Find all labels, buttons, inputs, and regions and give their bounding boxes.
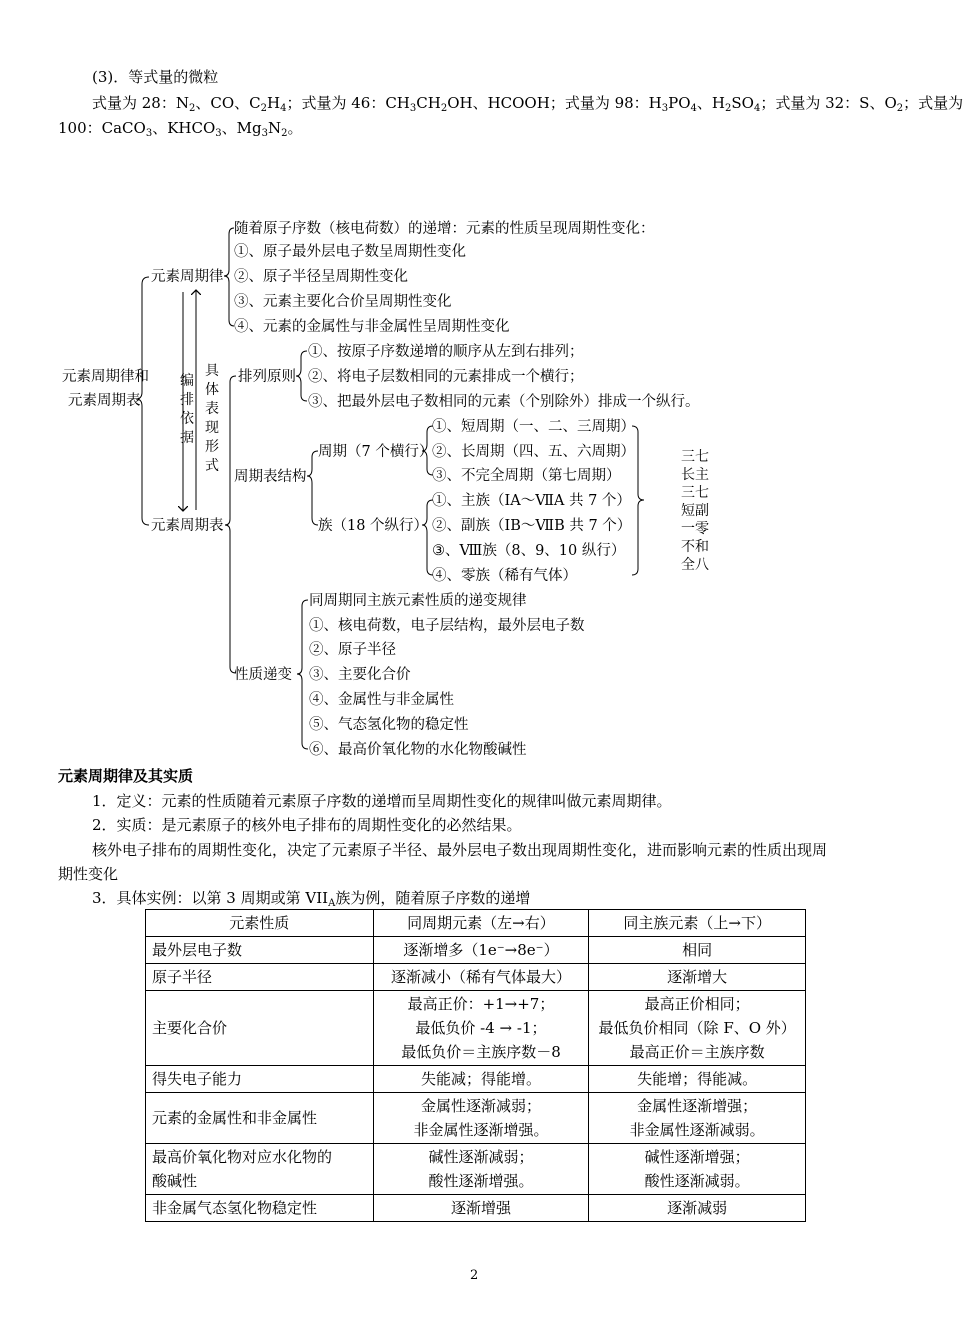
- table-header-row: [146, 910, 806, 937]
- mnemonic-line: 短副: [681, 503, 709, 519]
- mnemonic-line: 三七: [681, 485, 709, 501]
- group-cell: 金属性逐渐增强； 非金属性逐渐减弱。: [589, 1093, 806, 1144]
- paragraph-essence: 2．实质：是元素原子的核外电子排布的周期性变化的必然结果。: [92, 816, 522, 834]
- table-row: [146, 937, 806, 964]
- change-item: ⑤、气态氢化物的稳定性: [309, 717, 469, 733]
- formula-line-2: 100：CaCO$_3$、$KHCO_3$、$Mg_3N_2$。: [58, 119, 303, 139]
- law-item: ②、原子半径呈周期性变化: [234, 269, 408, 285]
- properties-table: [145, 909, 806, 1222]
- law-intro: 随着原子序数（核电荷数）的递增：元素的性质呈现周期性变化：: [234, 221, 655, 237]
- change-item: ⑥、最高价氧化物的水化物酸碱性: [309, 742, 527, 758]
- node-periodic-table: 元素周期表: [151, 518, 224, 534]
- change-item: ②、原子半径: [309, 642, 396, 658]
- header-cell: 同周期元素（左→右）: [373, 910, 589, 937]
- arrange-brace: [296, 351, 307, 401]
- table-brace: [225, 376, 236, 673]
- paragraph-explanation: 核外电子排布的周期性变化，决定了元素原子半径、最外层电子数出现周期性变化，进而影响元素的性质出现周: [92, 841, 828, 859]
- node-periodic-law: 元素周期律: [151, 269, 224, 285]
- property-cell: 非金属气态氢化物稳定性: [146, 1195, 374, 1222]
- structure-brace: [307, 451, 318, 525]
- property-cell: 最高价氧化物对应水化物的 酸碱性: [146, 1144, 374, 1195]
- period-cell: 金属性逐渐减弱； 非金属性逐渐增强。: [373, 1093, 589, 1144]
- period-cell: 最高正价：+1→+7； 最低负价 -4 → -1； 最低负价＝主族序数－8: [373, 991, 589, 1066]
- node-structure: 周期表结构: [234, 469, 307, 485]
- change-item: ③、主要化合价: [309, 667, 411, 683]
- period-cell: 失能减；得能增。: [373, 1066, 589, 1093]
- group-cell: 逐渐减弱: [589, 1195, 806, 1222]
- law-item: ①、原子最外层电子数呈周期性变化: [234, 244, 466, 260]
- change-item: ④、金属性与非金属性: [309, 692, 454, 708]
- arrange-item: ②、将电子层数相同的元素排成一个横行；: [308, 369, 584, 385]
- node-period: 周期（7 个横行）: [318, 444, 434, 460]
- property-cell: 主要化合价: [146, 991, 374, 1066]
- section-title: (3)．等式量的微粒: [92, 68, 219, 86]
- paragraph-definition: 1．定义：元素的性质随着元素原子序数的递增而呈周期性变化的规律叫做元素周期律。: [92, 792, 672, 810]
- group-cell: 逐渐增大: [589, 964, 806, 991]
- law-item: ④、元素的金属性与非金属性呈周期性变化: [234, 319, 510, 335]
- group-cell: 失能增；得能减。: [589, 1066, 806, 1093]
- node-change: 性质递变: [234, 667, 292, 683]
- group-item: ②、副族（ⅠB～ⅦB 共 7 个）: [432, 518, 632, 534]
- mnemonic-line: 三七: [681, 449, 709, 465]
- mnemonic-line: 全八: [681, 557, 709, 573]
- paragraph-example: 3．具体实例：以第 3 周期或第 $VII_A$族为例，随着原子序数的递增: [92, 889, 531, 909]
- arrange-item: ①、按原子序数递增的顺序从左到右排列；: [308, 344, 584, 360]
- page-number: 2: [470, 1268, 479, 1283]
- change-item: ①、核电荷数，电子层结构，最外层电子数: [309, 618, 585, 634]
- change-intro: 同周期同主族元素性质的递变规律: [309, 593, 527, 609]
- root-label-2: 元素周期表: [68, 393, 141, 409]
- header-cell: 元素性质: [146, 910, 374, 937]
- law-brace: [224, 228, 234, 326]
- header-cell: 同主族元素（上→下）: [589, 910, 806, 937]
- period-item: ①、短周期（一、二、三周期）: [432, 419, 635, 435]
- table-row: [146, 964, 806, 991]
- mnemonic-line: 一零: [681, 521, 709, 537]
- period-cell: 逐渐减小（稀有气体最大）: [373, 964, 589, 991]
- root-label-1: 元素周期律和: [62, 369, 149, 385]
- formula-line: 式量为 28：$N_2$、CO、$C_2H_4$；式量为 46：$CH_3CH_2OH$、HCOOH；式量为 98：$H_3PO_4$、$H_2SO_4$；式量为 32：S、$O_2$；式量为: [92, 94, 963, 114]
- mnemonic-line: 不和: [681, 539, 709, 555]
- table-row: [146, 1144, 806, 1195]
- table-row: [146, 1195, 806, 1222]
- group-cell: 最高正价相同； 最低负价相同（除 F、O 外） 最高正价＝主族序数: [589, 991, 806, 1066]
- mnemonic: [681, 448, 709, 574]
- period-cell: 逐渐增强: [373, 1195, 589, 1222]
- property-cell: 元素的金属性和非金属性: [146, 1093, 374, 1144]
- paragraph-explanation-cont: 期性变化: [58, 865, 119, 883]
- period-cell: 碱性逐渐减弱； 酸性逐渐增强。: [373, 1144, 589, 1195]
- table-row: [146, 991, 806, 1066]
- arrange-item: ③、把最外层电子数相同的元素（个别除外）排成一个纵行。: [308, 394, 700, 410]
- group-cell: 碱性逐渐增强； 酸性逐渐减弱。: [589, 1144, 806, 1195]
- group-item: ③、Ⅷ族（8、9、10 纵行）: [432, 543, 626, 559]
- table-row: [146, 1066, 806, 1093]
- label-basis: 编排依据: [180, 373, 194, 446]
- property-cell: 最外层电子数: [146, 937, 374, 964]
- property-cell: 原子半径: [146, 964, 374, 991]
- period-cell: 逐渐增多（1e⁻→8e⁻）: [373, 937, 589, 964]
- group-cell: 相同: [589, 937, 806, 964]
- node-group: 族（18 个纵行）: [318, 518, 429, 534]
- law-item: ③、元素主要化合价呈周期性变化: [234, 294, 452, 310]
- section-heading: 元素周期律及其实质: [58, 767, 194, 785]
- period-item: ②、长周期（四、五、六周期）: [432, 444, 635, 460]
- mnemonic-line: 长主: [681, 467, 709, 483]
- change-brace: [297, 600, 308, 749]
- group-brace: [422, 500, 433, 575]
- label-form: 具体表现形式: [205, 363, 219, 474]
- period-item: ③、不完全周期（第七周期）: [432, 468, 621, 484]
- group-item: ④、零族（稀有气体）: [432, 568, 577, 584]
- node-arrange: 排列原则: [238, 369, 296, 385]
- group-item: ①、主族（ⅠA～ⅦA 共 7 个）: [432, 493, 631, 509]
- table-row: [146, 1093, 806, 1144]
- property-cell: 得失电子能力: [146, 1066, 374, 1093]
